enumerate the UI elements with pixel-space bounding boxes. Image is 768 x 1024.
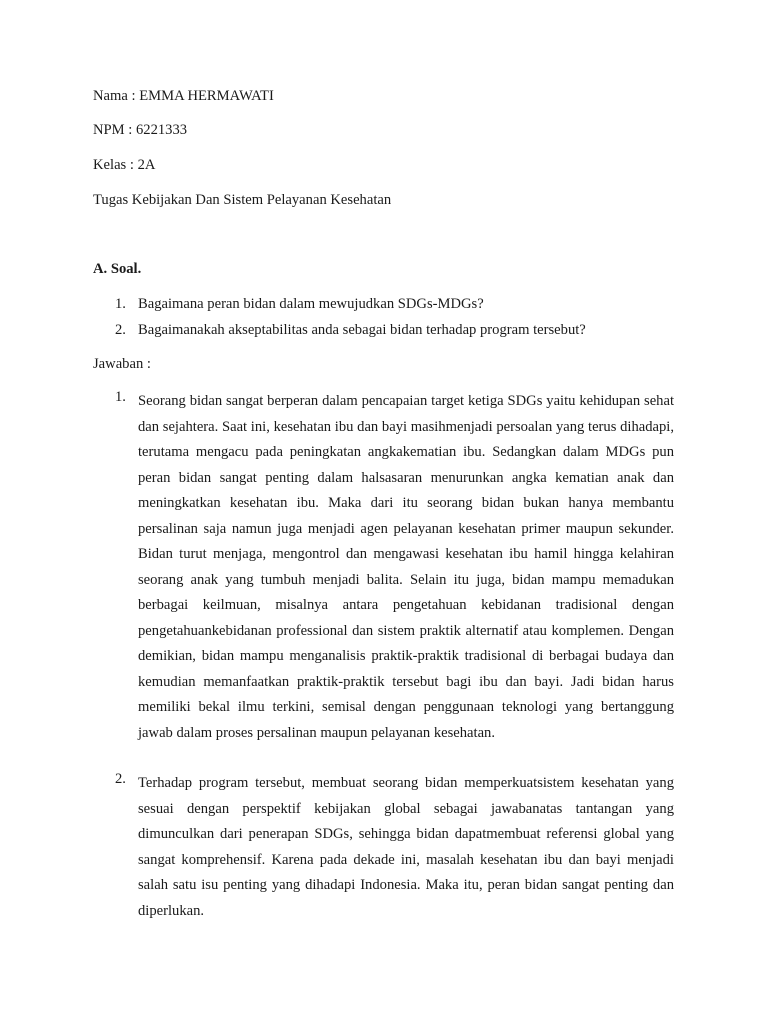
question-number: 1. [115, 296, 126, 312]
student-name: Nama : EMMA HERMAWATI [93, 88, 274, 104]
answer-item [115, 771, 675, 924]
jawaban-heading: Jawaban : [93, 356, 151, 372]
student-npm: NPM : 6221333 [93, 122, 188, 138]
answer-text: Terhadap program tersebut, membuat seorang bidan memperkuatsistem kesehatan yang sesuai dengan perspektif kebijakan global sebagai jawabanatas tantangan yang dimunculkan dari penerapan SDGs, sehingga bidan dapatmembuat referensi global yang sangat komprehensif. Karena pada dekade ini, masalah kesehatan ibu dan bayi menjadi salah satu isu penting yang dihadapi Indonesia. Maka itu, peran bidan sangat penting dan diperlukan. [138, 775, 674, 919]
question-text: Bagaimana peran bidan dalam mewujudkan SDGs-MDGs? [138, 296, 484, 312]
answer-number: 2. [115, 771, 126, 787]
question-number: 2. [115, 322, 126, 338]
question-text: Bagaimanakah akseptabilitas anda sebagai bidan terhadap program tersebut? [138, 322, 586, 338]
student-class: Kelas : 2A [93, 157, 156, 173]
assignment-title: Tugas Kebijakan Dan Sistem Pelayanan Kesehatan [93, 192, 392, 208]
answer-text: Seorang bidan sangat berperan dalam pencapaian target ketiga SDGs yaitu kehidupan sehat dan sejahtera. Saat ini, kesehatan ibu dan bayi masihmenjadi persoalan yang terus dihadapi, terutama mengacu pada peningkatan angkakematian ibu. Sedangkan dalam MDGs pun peran bidan sangat penting dalam halsasaran menurunkan angka kematian anak dan meningkatkan kesehatan ibu. Maka dari itu seorang bidan bukan hanya membantu persalinan saja namun juga menjadi agen pelayanan kesehatan primer maupun sekunder. Bidan turut menjaga, mengontrol dan mengawasi kesehatan ibu hamil hingga kelahiran seorang anak yang tumbuh menjadi balita. Selain itu juga, bidan mampu memadukan berbagai keilmuan, misalnya antara pengetahuan kebidanan tradisional dengan pengetahuankebidanan professional dan sistem praktik alternatif atau komplemen. Dengan demikian, bidan mampu menganalisis praktik-praktik tradisional di berbagai budaya dan kemudian memanfaatkan praktik-praktik tersebut bagi ibu dan bayi. Jadi bidan harus memiliki bekal ilmu terkini, semisal dengan penggunaan teknologi yang bertanggung jawab dalam proses persalinan maupun pelayanan kesehatan. [138, 393, 674, 741]
soal-heading: A. Soal. [93, 261, 142, 277]
answer-item [115, 389, 675, 746]
answer-number: 1. [115, 389, 126, 405]
